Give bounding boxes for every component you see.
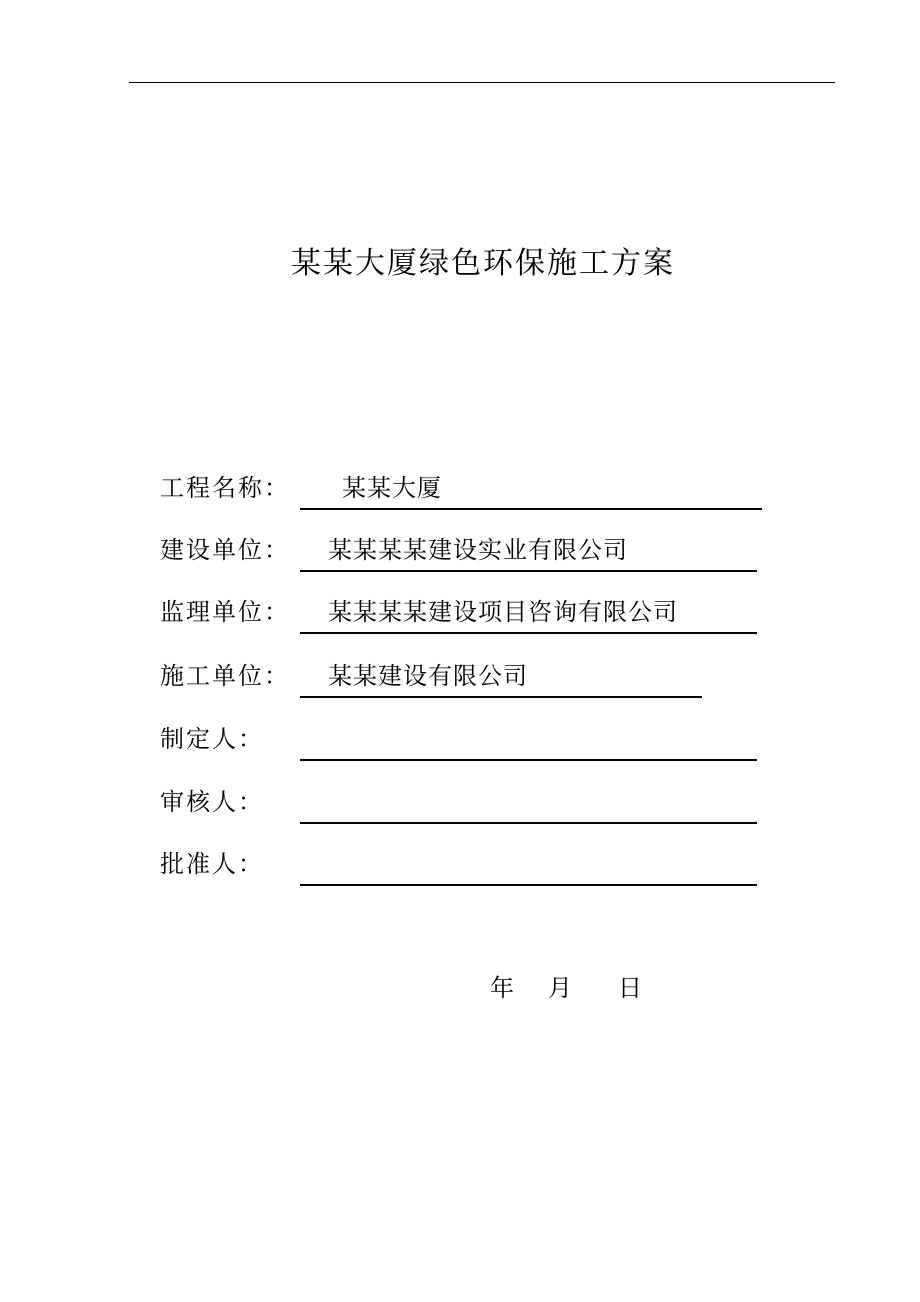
date-month-label: 月 xyxy=(548,974,572,1002)
field-label: 监理单位： xyxy=(160,598,290,626)
field-value-line xyxy=(300,530,757,572)
date-year-label: 年 xyxy=(490,974,514,1002)
field-label: 审核人： xyxy=(160,788,264,816)
field-value-line xyxy=(300,656,702,698)
date-day-label: 日 xyxy=(618,974,642,1002)
field-label: 施工单位： xyxy=(160,662,290,690)
field-value: 某某某某建设实业有限公司 xyxy=(328,536,628,564)
document-title: 某某大厦绿色环保施工方案 xyxy=(291,246,675,281)
field-label: 建设单位： xyxy=(160,536,290,564)
field-value-line xyxy=(300,468,762,510)
field-value-line xyxy=(300,719,757,761)
field-value-line xyxy=(300,592,757,634)
field-value: 某某建设有限公司 xyxy=(328,662,528,690)
field-value: 某某大厦 xyxy=(342,474,442,502)
field-value-line xyxy=(300,844,757,886)
field-label: 工程名称： xyxy=(160,474,290,502)
header-rule xyxy=(129,82,835,83)
field-label: 制定人： xyxy=(160,725,264,753)
field-label: 批准人： xyxy=(160,850,264,878)
field-value: 某某某某建设项目咨询有限公司 xyxy=(328,598,678,626)
field-value-line xyxy=(300,782,757,824)
